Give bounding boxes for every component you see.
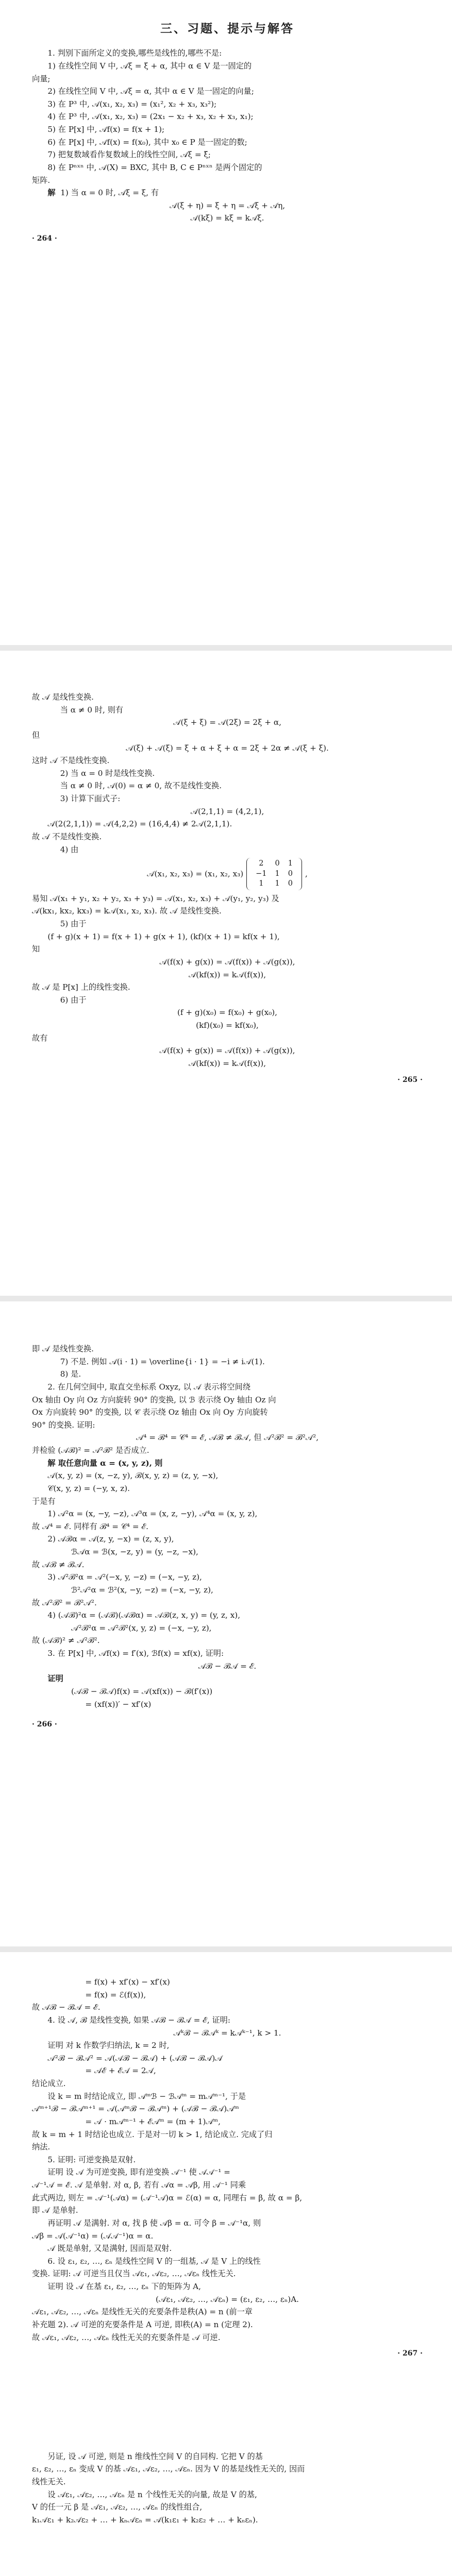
page-number-264: · 264 · bbox=[32, 234, 57, 243]
page-265-content bbox=[32, 691, 423, 1086]
page-separator bbox=[0, 1946, 452, 1952]
proof-4-eq-1: 𝒜²ℬ − ℬ𝒜² = 𝒜(𝒜ℬ − ℬ𝒜) + (𝒜ℬ − ℬ𝒜)𝒜 bbox=[47, 2053, 223, 2063]
matrix-cell: 1 bbox=[275, 879, 280, 888]
p265-line-4: 2) 当 α = 0 时是线性变换. bbox=[60, 768, 155, 778]
problem-5-statement: 5. 证明: 可逆变换是双射. bbox=[47, 2155, 136, 2164]
page-number-265: · 265 · bbox=[397, 1075, 423, 1084]
proof-6-concl: 故 𝒜ε₁, 𝒜ε₂, …, 𝒜εₙ 线性无关的充要条件是 𝒜 可逆. bbox=[32, 2332, 221, 2342]
alt-proof-line-3: 线性无关. bbox=[32, 2477, 66, 2487]
proof-4-concl: 故 k = m + 1 时结论也成立. 于是对一切 k > 1, 结论成立. 完成了归 bbox=[32, 2129, 273, 2139]
proof-5-line-6: 𝒜β = 𝒜(𝒜⁻¹α) = (𝒜𝒜⁻¹)α = α. bbox=[32, 2231, 154, 2241]
answer-2-part-3-concl: 故 𝒜²ℬ² = ℬ²𝒜². bbox=[32, 1598, 97, 1607]
section-title: 三、习题、提示与解答 bbox=[160, 22, 294, 36]
p265-eq-9: (kf)(x₀) = kf(x₀), bbox=[196, 1021, 259, 1030]
answer-label: 解 bbox=[47, 188, 56, 198]
proof-3-line-2: = (xf(x))′ − xf′(x) bbox=[85, 1699, 152, 1709]
p266-line-2: 7) 不是. 例如 𝒜(i · 1) = \overline{i · 1} = −i ≠ i𝒜(1). bbox=[60, 1357, 265, 1366]
problem-1-item-6: 6) 在 P[x] 中, 𝒜f(x) = f(x₀), 其中 x₀ ∈ P 是一固定的数; bbox=[47, 137, 247, 147]
problem-1-item-8-cont: 矩阵. bbox=[32, 175, 51, 185]
problem-2-check: 并检验 (𝒜ℬ)² = 𝒜²ℬ² 是否成立. bbox=[32, 1446, 149, 1455]
proof-5-line-3: 此式两边, 则左 = 𝒜⁻¹(𝒜α) = (𝒜⁻¹𝒜)α = ℰ(α) = α, 同理右 = β, 故 α = β, bbox=[32, 2193, 303, 2202]
problem-2-claim: 𝒜⁴ = ℬ⁴ = 𝒞⁴ = ℰ, 𝒜ℬ ≠ ℬ𝒜, 但 𝒜²ℬ² = ℬ²𝒜², bbox=[136, 1433, 319, 1443]
p265-line-6: 3) 计算下面式子: bbox=[60, 794, 121, 803]
problem-3-statement: 3. 在 P[x] 中, 𝒜f(x) = f′(x), ℬf(x) = xf(x), 证明: bbox=[47, 1649, 224, 1658]
answer-1-eq-1: 𝒜(ξ + η) = ξ + η = 𝒜ξ + 𝒜η, bbox=[169, 200, 286, 210]
answer-2-part-1: 1) 𝒜²α = (x, −y, −z), 𝒜³α = (x, z, −y), 𝒜⁴α = (x, y, z), bbox=[47, 1509, 258, 1519]
proof-label: 证明 bbox=[47, 1674, 63, 1684]
matrix-cell: 0 bbox=[275, 859, 280, 868]
p265-line-11: 5) 由于 bbox=[60, 919, 87, 929]
answer-2-eq-2: 𝒞(x, y, z) = (−y, x, z). bbox=[47, 1483, 130, 1493]
page-267-content bbox=[32, 1976, 423, 2527]
problem-4-claim: 𝒜ᵏℬ − ℬ𝒜ᵏ = k𝒜ᵏ⁻¹, k > 1. bbox=[173, 2028, 281, 2038]
matrix-cell: 1 bbox=[275, 869, 280, 878]
problem-1-item-1-cont: 向量; bbox=[32, 74, 51, 83]
problem-1-item-1: 1) 在线性空间 V 中, 𝒜ξ = ξ + α, 其中 α ∈ V 是一固定的 bbox=[47, 61, 252, 71]
p265-matrix-equation: 𝒜(x₁, x₂, x₃) = (x₁, x₂, x₃) 2 0 1 −1 1 0 1 1 0 , bbox=[32, 858, 423, 890]
proof-4-eq-2: = 𝒜ℰ + ℰ𝒜 = 2𝒜, bbox=[85, 2066, 156, 2076]
matrix-cell: 0 bbox=[288, 879, 293, 888]
proof-4-line-1: 证明 对 k 作数学归纳法, k = 2 时, bbox=[47, 2041, 170, 2050]
proof-5-line-5: 再证明 𝒜 是满射. 对 α, 找 β 使 𝒜β = α. 可令 β = 𝒜⁻¹α, 则 bbox=[47, 2218, 261, 2228]
p265-line-15: 故有 bbox=[32, 1033, 48, 1043]
problem-1-item-4: 4) 在 P³ 中, 𝒜(x₁, x₂, x₃) = (2x₁ − x₂ + x₃, x₂ + x₃, x₁); bbox=[47, 112, 254, 122]
answer-2-part-2-concl: 故 𝒜ℬ ≠ ℬ𝒜. bbox=[32, 1560, 85, 1569]
p265-eq-3: 𝒜(2,1,1) = (4,2,1), bbox=[190, 806, 264, 816]
answer-2-part-2b: ℬ𝒜α = ℬ(x, −z, y) = (y, −z, −x), bbox=[71, 1547, 198, 1556]
page-number-267: · 267 · bbox=[397, 2349, 423, 2358]
p265-line-8: 4) 由 bbox=[60, 844, 79, 854]
page-266 bbox=[0, 1301, 452, 1946]
matrix-cell: 1 bbox=[259, 879, 264, 888]
proof-4-eq-3: 𝒜ᵐ⁺¹ℬ − ℬ𝒜ᵐ⁺¹ = 𝒜(𝒜ᵐℬ − ℬ𝒜ᵐ) + (𝒜ℬ − ℬ𝒜)𝒜ᵐ bbox=[32, 2104, 239, 2114]
page-265 bbox=[0, 651, 452, 1296]
p265-eq-7: 𝒜(kf(x)) = k𝒜(f(x)), bbox=[188, 970, 266, 979]
answer-2-part-2: 2) 𝒜ℬα = 𝒜(z, y, −x) = (z, x, y), bbox=[47, 1534, 174, 1544]
answer-1-first: 1) 当 α = 0 时, 𝒜ξ = ξ, 有 bbox=[60, 188, 159, 198]
p265-eq-5: (f + g)(x + 1) = f(x + 1) + g(x + 1), (kf)(x + 1) = kf(x + 1), bbox=[47, 931, 280, 941]
problem-2-line-4: 90° 的变换. 证明: bbox=[32, 1420, 95, 1430]
proof-4-eq-4: = 𝒜 · m𝒜ᵐ⁻¹ + ℰ𝒜ᵐ = (m + 1)𝒜ᵐ, bbox=[85, 2116, 221, 2126]
proof-5-line-4: 即 𝒜 是单射. bbox=[32, 2206, 78, 2215]
p265-line-9: 易知 𝒜(x₁ + y₁, x₂ + y₂, x₃ + y₃) = 𝒜(x₁, x₂, x₃) + 𝒜(y₁, y₂, y₃) 及 bbox=[32, 893, 279, 903]
p265-line-5: 当 α ≠ 0 时, 𝒜(0) = α ≠ 0, 故不是线性变换. bbox=[60, 781, 222, 791]
answer-2-part-4: 4) (𝒜ℬ)²α = (𝒜ℬ)(𝒜ℬα) = 𝒜ℬ(z, x, y) = (y, z, x), bbox=[47, 1611, 241, 1620]
p266-line-1: 即 𝒜 是线性变换. bbox=[32, 1344, 94, 1353]
problem-1-item-2: 2) 在线性空间 V 中, 𝒜ξ = α, 其中 α ∈ V 是一固定的向量; bbox=[47, 87, 254, 96]
matrix-cell: −1 bbox=[256, 869, 267, 878]
matrix-cell: 1 bbox=[288, 859, 293, 868]
p266-line-3: 8) 是. bbox=[60, 1369, 81, 1379]
p265-eq-4: 𝒜(2(2,1,1)) = 𝒜(4,2,2) = (16,4,4) ≠ 2𝒜(2,1,1). bbox=[47, 819, 232, 829]
problem-1-item-7: 7) 把复数域看作复数域上的线性空间, 𝒜ξ = ξ̄; bbox=[47, 150, 211, 160]
p265-line-12: 知 bbox=[32, 944, 40, 954]
problem-1-item-5: 5) 在 P[x] 中, 𝒜f(x) = f(x + 1); bbox=[47, 125, 165, 134]
problem-3-claim: 𝒜ℬ − ℬ𝒜 = ℰ. bbox=[198, 1661, 257, 1671]
proof-3-line-4: = f(x) = ℰ(f(x)), bbox=[85, 1990, 146, 1999]
problem-4-statement: 4. 设 𝒜, ℬ 是线性变换, 如果 𝒜ℬ − ℬ𝒜 = ℰ, 证明: bbox=[47, 2015, 230, 2025]
proof-6-line-3: 补充题 2). 𝒜 可逆的充要条件是 A 可逆, 即秩(A) = n (定理 2). bbox=[32, 2319, 253, 2329]
alt-proof-line-4: 设 𝒜ε₁, 𝒜ε₂, …, 𝒜εₙ 是 n 个线性无关的向量, 故是 V 的基, bbox=[47, 2489, 257, 2499]
alt-proof-line-6: k₁𝒜ε₁ + k₂𝒜ε₂ + … + kₙ𝒜εₙ = 𝒜(k₁ε₁ + k₂ε₂ + … + kₙεₙ). bbox=[32, 2515, 258, 2524]
proof-4-line-3: 设 k = m 时结论成立, 即 𝒜ᵐℬ − ℬ𝒜ᵐ = m𝒜ᵐ⁻¹, 于是 bbox=[47, 2091, 246, 2101]
p265-line-14: 6) 由于 bbox=[60, 995, 87, 1005]
answer-2-eq-1: 𝒜(x, y, z) = (x, −z, y), ℬ(x, y, z) = (z, y, −x), bbox=[47, 1471, 219, 1481]
page-separator bbox=[0, 645, 452, 651]
answer-2-intro: 解 取任意向量 α = (x, y, z), 则 bbox=[47, 1458, 163, 1468]
problem-6-line-2: 变换. 证明: 𝒜 可逆当且仅当 𝒜ε₁, 𝒜ε₂, …, 𝒜εₙ 线性无关. bbox=[32, 2269, 236, 2279]
answer-2-part-4b: 𝒜²ℬ²α = 𝒜²ℬ²(x, y, z) = (−x, −y, z), bbox=[71, 1623, 212, 1633]
answer-1-intro bbox=[32, 187, 423, 199]
proof-5-line-1: 证明 设 𝒜 为可逆变换, 即有逆变换 𝒜⁻¹ 使 𝒜𝒜⁻¹ = bbox=[47, 2167, 230, 2177]
proof-5-line-2: 𝒜⁻¹𝒜 = ℰ. 𝒜 是单射. 对 α, β, 若有 𝒜α = 𝒜β, 用 𝒜⁻¹ 同乘 bbox=[32, 2180, 246, 2190]
p265-line-13: 故 𝒜 是 P[x] 上的线性变换. bbox=[32, 982, 130, 992]
proof-4-line-2: 结论成立. bbox=[32, 2079, 66, 2088]
answer-2-line: 于是有 bbox=[32, 1496, 56, 1506]
problem-1-item-3: 3) 在 P³ 中, 𝒜(x₁, x₂, x₃) = (x₁², x₂ + x₃, x₃²); bbox=[47, 99, 217, 109]
proof-3-line-3: = f(x) + xf′(x) − xf′(x) bbox=[85, 1977, 170, 1987]
p265-eq-6: 𝒜(f(x) + g(x)) = 𝒜(f(x)) + 𝒜(g(x)), bbox=[159, 957, 295, 967]
alt-proof-line-2: ε₁, ε₂, …, εₙ 变成 V 的基 𝒜ε₁, 𝒜ε₂, …, 𝒜εₙ. 因为 V 的基是线性无关的, 因而 bbox=[32, 2464, 305, 2474]
p265-eq-10: 𝒜(f(x) + g(x)) = 𝒜(f(x)) + 𝒜(g(x)), bbox=[159, 1046, 295, 1056]
p265-line-10: 𝒜(kx₁, kx₂, kx₃) = k𝒜(x₁, x₂, x₃). 故 𝒜 是线性变换. bbox=[32, 906, 222, 916]
p265-eq-1: 𝒜(ξ + ξ) = 𝒜(2ξ) = 2ξ + α, bbox=[173, 718, 281, 727]
alt-proof-line-1: 另证, 设 𝒜 可逆, 则是 n 维线性空间 V 的自同构. 它把 V 的基 bbox=[47, 2451, 263, 2461]
proof-3-concl: 故 𝒜ℬ − ℬ𝒜 = ℰ. bbox=[32, 2003, 101, 2012]
problem-6-statement: 6. 设 ε₁, ε₂, …, εₙ 是线性空间 V 的一组基, 𝒜 是 V 上的线性 bbox=[47, 2256, 261, 2266]
p265-eq-11: 𝒜(kf(x)) = k𝒜(f(x)), bbox=[188, 1058, 266, 1068]
page-number-266: · 266 · bbox=[32, 1720, 57, 1729]
problem-2-line-3: Ox 方向旋转 90° 的变换, 以 𝒞 表示绕 Oz 轴由 Ox 向 Oy 方向旋转 bbox=[32, 1408, 268, 1417]
problem-2-line-2: Ox 轴由 Oy 向 Oz 方向旋转 90° 的变换, 以 ℬ 表示绕 Oy 轴由 Oz 向 bbox=[32, 1395, 276, 1404]
matrix-lhs: 𝒜(x₁, x₂, x₃) = (x₁, x₂, x₃) bbox=[147, 869, 244, 879]
answer-2-part-1-concl: 故 𝒜⁴ = ℰ. 同样有 ℬ⁴ = 𝒞⁴ = ℰ. bbox=[32, 1521, 148, 1531]
proof-6-eq: (𝒜ε₁, 𝒜ε₂, …, 𝒜εₙ) = (ε₁, ε₂, …, εₙ)A. bbox=[156, 2294, 299, 2304]
p265-eq-2: 𝒜(ξ) + 𝒜(ξ) = ξ + α + ξ + α = 2ξ + 2α ≠ 𝒜(ξ + ξ). bbox=[126, 743, 329, 753]
answer-2-part-3b: ℬ²𝒜²α = ℬ²(x, −y, −z) = (−x, −y, z), bbox=[71, 1585, 213, 1595]
answer-2-part-3: 3) 𝒜²ℬ²α = 𝒜²(−x, y, −z) = (−x, −y, z), bbox=[47, 1572, 202, 1582]
p265-line-1: 故 𝒜 是线性变换. bbox=[32, 692, 94, 702]
page-266-content bbox=[32, 1343, 423, 1731]
page-267 bbox=[0, 1952, 452, 2576]
proof-5-concl: 𝒜 既是单射, 又是满射, 因而是双射. bbox=[47, 2244, 172, 2253]
p265-eq-8: (f + g)(x₀) = f(x₀) + g(x₀), bbox=[177, 1008, 278, 1018]
p265-line-7: 故 𝒜 不是线性变换. bbox=[32, 832, 102, 841]
page-separator bbox=[0, 1296, 452, 1301]
problem-1-item-8: 8) 在 Pⁿˣⁿ 中, 𝒜(X) = BXC, 其中 B, C ∈ Pⁿˣⁿ 是两个固定的 bbox=[47, 162, 262, 172]
p265-line-2: 当 α ≠ 0 时, 则有 bbox=[60, 705, 124, 715]
answer-1-eq-2: 𝒜(kξ) = kξ = k𝒜ξ. bbox=[190, 213, 264, 223]
matrix-cell: 2 bbox=[259, 859, 264, 868]
p265-line-3: 这时 𝒜 不是线性变换. bbox=[32, 756, 110, 766]
page-264-content bbox=[32, 20, 423, 245]
problem-2-statement: 2. 在几何空间中, 取直交坐标系 Oxyz, 以 𝒜 表示将空间绕 bbox=[47, 1382, 251, 1392]
transformation-matrix bbox=[246, 858, 302, 890]
page-264 bbox=[0, 0, 452, 645]
matrix-cell: 0 bbox=[288, 869, 293, 878]
problem-1-statement: 1. 判别下面所定义的变换,哪些是线性的,哪些不是: bbox=[47, 48, 222, 58]
proof-4-concl-cont: 纳法. bbox=[32, 2142, 51, 2152]
alt-proof-line-5: V 的任一元 β 是 𝒜ε₁, 𝒜ε₂, …, 𝒜εₙ 的线性组合, bbox=[32, 2502, 203, 2512]
p265-line-but: 但 bbox=[32, 730, 40, 740]
proof-3-line-1: (𝒜ℬ − ℬ𝒜)f(x) = 𝒜(xf(x)) − ℬ(f′(x)) bbox=[71, 1686, 213, 1696]
proof-6-line-2: 𝒜ε₁, 𝒜ε₂, …, 𝒜εₙ 是线性无关的充要条件是秩(A) = n (前一章 bbox=[32, 2307, 253, 2317]
answer-2-part-4-concl: 故 (𝒜ℬ)² ≠ 𝒜²ℬ². bbox=[32, 1636, 100, 1646]
proof-6-line-1: 证明 设 𝒜 在基 ε₁, ε₂, …, εₙ 下的矩阵为 A, bbox=[47, 2282, 201, 2291]
